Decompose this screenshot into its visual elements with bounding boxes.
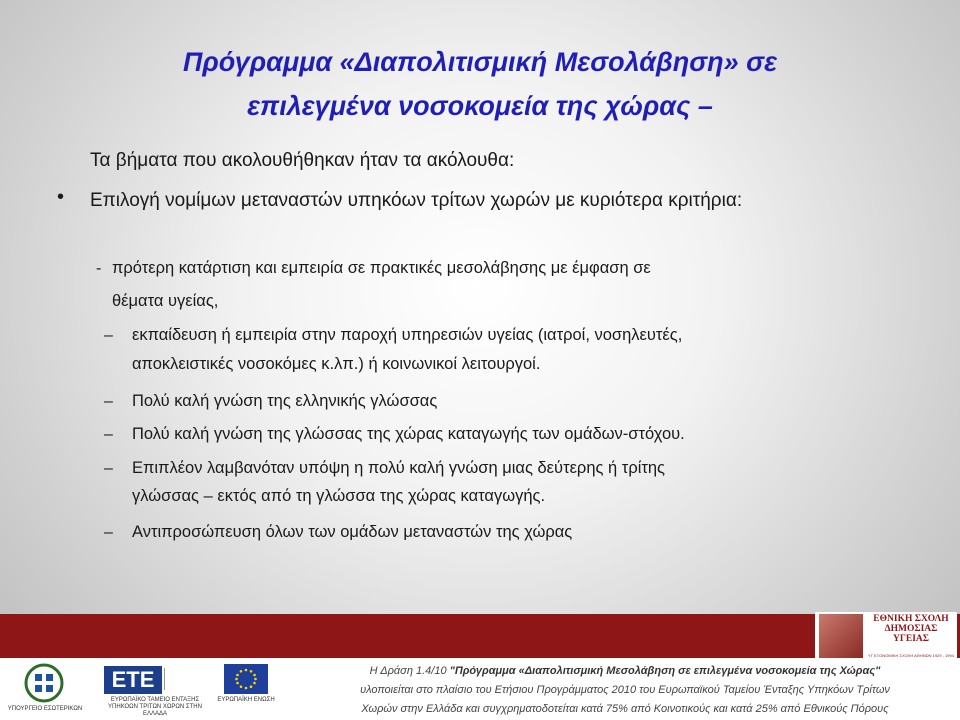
sub-item-line2: γλώσσας – εκτός από τη γλώσσα της χώρας καταγωγής.	[132, 487, 546, 505]
eu-flag-icon	[224, 664, 268, 694]
school-emblem-icon	[819, 614, 863, 658]
footer-line3: Χωρών στην Ελλάδα και συγχρηματοδοτείται κατά 75% από Κοινοτικούς και κατά 25% από Εθνικούς Πόρους	[361, 703, 889, 715]
ete-mark: ΕΤΕ	[111, 667, 155, 692]
intro-text: Τα βήματα που ακολουθήθηκαν ήταν τα ακόλουθα:	[90, 150, 515, 171]
sub-item-marker: –	[104, 460, 113, 477]
footer-line2: υλοποιείται στο πλαίσιο του Ετήσιου Προγράμματος 2010 του Ευρωπαϊκού Ταμείου Ένταξης Υπηκόων Τρίτων	[360, 684, 890, 696]
slide-title-line2: επιλεγμένα νοσοκομεία της χώρας –	[247, 91, 713, 121]
sub-item-line1: εκπαίδευση ή εμπειρία στην παροχή υπηρεσιών υγείας (ιατροί, νοσηλευτές,	[132, 326, 683, 344]
ete-side-text-icon	[164, 668, 195, 690]
school-logo	[815, 612, 957, 662]
school-subtitle: ΥΓ ΕΞΟΝΟΜΙΚΗ ΣΧΟΛΗ ΑΘΗΝΩΝ 1929 - 1994	[868, 653, 954, 658]
footer-text	[305, 662, 945, 719]
sub-item-line1: Πολύ καλή γνώση της ελληνικής γλώσσας	[132, 392, 438, 410]
slide-title	[60, 40, 900, 128]
sub-item-line2: αποκλειστικές νοσοκόμες κ.λπ.) ή κοινωνικοί λειτουργοί.	[132, 355, 541, 373]
footer-line1-title: "Πρόγραμμα «Διαπολιτισμική Μεσολάβηση σε επιλεγμένα νοσοκομεία της Χώρας"	[449, 665, 881, 677]
sub-item-marker: –	[104, 327, 113, 344]
ministry-caption: ΥΠΟΥΡΓΕΙΟ ΕΣΩΤΕΡΙΚΩΝ	[7, 706, 83, 712]
school-name: ΕΘΝΙΚΗ ΣΧΟΛΗ ΔΗΜΟΣΙΑΣ ΥΓΕΙΑΣ	[873, 614, 949, 644]
bullet-marker: •	[57, 186, 65, 208]
sub-item-marker: -	[96, 260, 102, 277]
sub-item-marker: –	[104, 426, 113, 443]
bullet-text: Επιλογή νομίμων μεταναστών υπηκόων τρίτων χωρών με κυριότερα κριτήρια:	[90, 190, 743, 211]
sub-item-line1: Επιπλέον λαμβανόταν υπόψη η πολύ καλή γνώση μιας δεύτερης ή τρίτης	[132, 459, 666, 477]
sub-item-line1: Αντιπροσώπευση όλων των ομάδων μεταναστών της χώρας	[132, 523, 573, 541]
sub-item-line2: θέματα υγείας,	[112, 292, 219, 310]
footer-line1	[305, 662, 945, 681]
sub-item-marker: –	[104, 393, 113, 410]
sub-item-line1: Πολύ καλή γνώση της γλώσσας της χώρας καταγωγής των ομάδων-στόχου.	[132, 425, 685, 443]
sub-item-marker: –	[104, 524, 113, 541]
slide-title-line1: Πρόγραμμα «Διαπολιτισμική Μεσολάβηση» σε	[183, 47, 777, 77]
ete-mark-box	[104, 666, 162, 694]
greek-emblem-icon	[24, 663, 64, 703]
footer-line1-prefix: Η Δράση 1.4/10	[369, 665, 450, 677]
ete-caption: ΕΥΡΩΠΑΪΚΟ ΤΑΜΕΙΟ ΕΝΤΑΞΗΣ ΥΠΗΚΟΩΝ ΤΡΙΤΩΝ ΧΩΡΩΝ ΣΤΗΝ ΕΛΛΑΔΑ	[108, 697, 202, 717]
eu-caption: ΕΥΡΩΠΑΪΚΗ ΕΝΩΣΗ	[217, 697, 275, 703]
sub-item-line1: πρότερη κατάρτιση και εμπειρία σε πρακτικές μεσολάβησης με έμφαση σε	[112, 259, 651, 277]
